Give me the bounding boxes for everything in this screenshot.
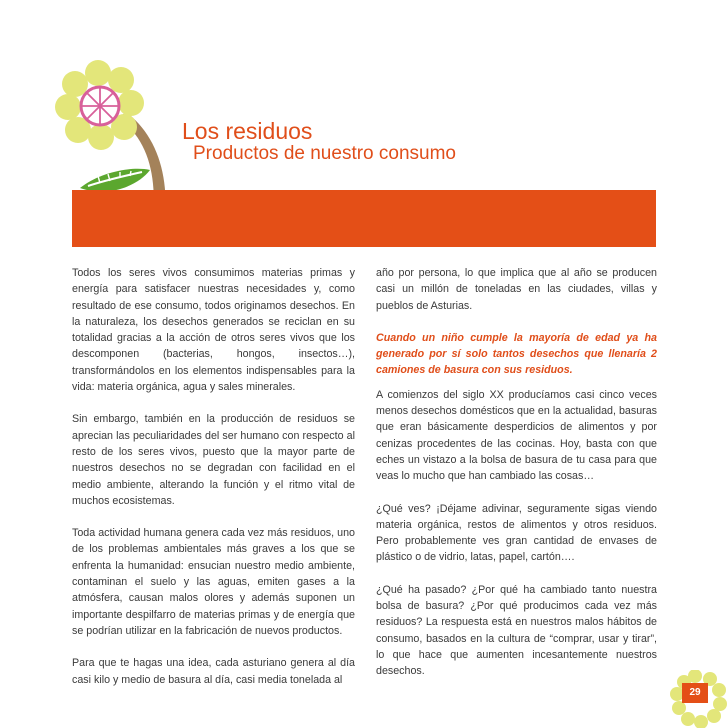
paragraph: Todos los seres vivos consumimos materias primas y energía para satisfacer nuestras necesidades y, como resultado de ese consumo, todos originamos desechos. En la naturaleza, los desechos generados se reciclan en su totalidad gracias a la acción de otros seres vivos que los descomponen (bacterias, hongos, insectos…), transformándolos en los elementos indispensables para la vida: materia orgánica, agua y sales minerales. bbox=[72, 267, 355, 394]
paragraph: A comienzos del siglo XX producíamos casi cinco veces menos desechos domésticos que en la actualidad, basuras que eran básicamente desperdicios de alimentos y por cenizas procedentes de las cocinas. Hoy, basta con que eches un vistazo a la bolsa de basura de tu casa para que veas lo mucho que han cambiado las cosas… bbox=[376, 388, 657, 483]
left-column bbox=[72, 265, 355, 704]
highlight-quote: Cuando un niño cumple la mayoría de edad ya ha generado por sí solo tantos desechos que llenaría 2 camiones de basura con sus residuos. bbox=[376, 331, 657, 377]
leaf-icon bbox=[80, 169, 150, 192]
header-banner bbox=[72, 190, 656, 247]
paragraph: Sin embargo, también en la producción de residuos se aprecian las peculiaridades del ser humano con respecto al resto de los seres vivos, puesto que la mayor parte de nuestros desechos no se degradan con facilidad en el medio ambiente, alterando la función y el ritmo vital de muchos ecosistemas. bbox=[72, 413, 355, 507]
paragraph: Para que te hagas una idea, cada asturiano genera al día casi kilo y medio de basura al día, casi media tonelada al bbox=[72, 657, 355, 686]
paragraph: año por persona, lo que implica que al año se producen casi un millón de toneladas en las ciudades, villas y pueblos de Asturias. bbox=[376, 267, 657, 312]
paragraph: ¿Qué ves? ¡Déjame adivinar, seguramente sigas viendo materia orgánica, restos de alimentos y otros residuos. Pero probablemente ves gran cantidad de envases de plástico o de vidrio, latas, papel, cartón…. bbox=[376, 502, 657, 564]
page-title: Los residuos bbox=[182, 118, 313, 144]
right-column bbox=[376, 265, 657, 696]
page-subtitle: Productos de nuestro consumo bbox=[193, 143, 456, 164]
paragraph: Toda actividad humana genera cada vez más residuos, uno de los problemas ambientales más graves a los que se enfrenta la humanidad: ensucian nuestro medio ambiente, contaminan el suelo y las aguas, emiten gases a la atmósfera, causan malos olores y además suponen un importante despilfarro de materias primas y de energía que se podrían utilizar en la fabricación de nuevos productos. bbox=[72, 527, 355, 637]
page-number: 29 bbox=[682, 683, 708, 703]
paragraph: ¿Qué ha pasado? ¿Por qué ha cambiado tanto nuestra bolsa de basura? ¿Por qué producimos cada vez más residuos? La respuesta está en nuestros malos hábitos de consumo, basados en la cultura de “comprar, usar y tirar”, lo que hace que aumenten incesantemente nuestros desechos. bbox=[376, 583, 657, 678]
